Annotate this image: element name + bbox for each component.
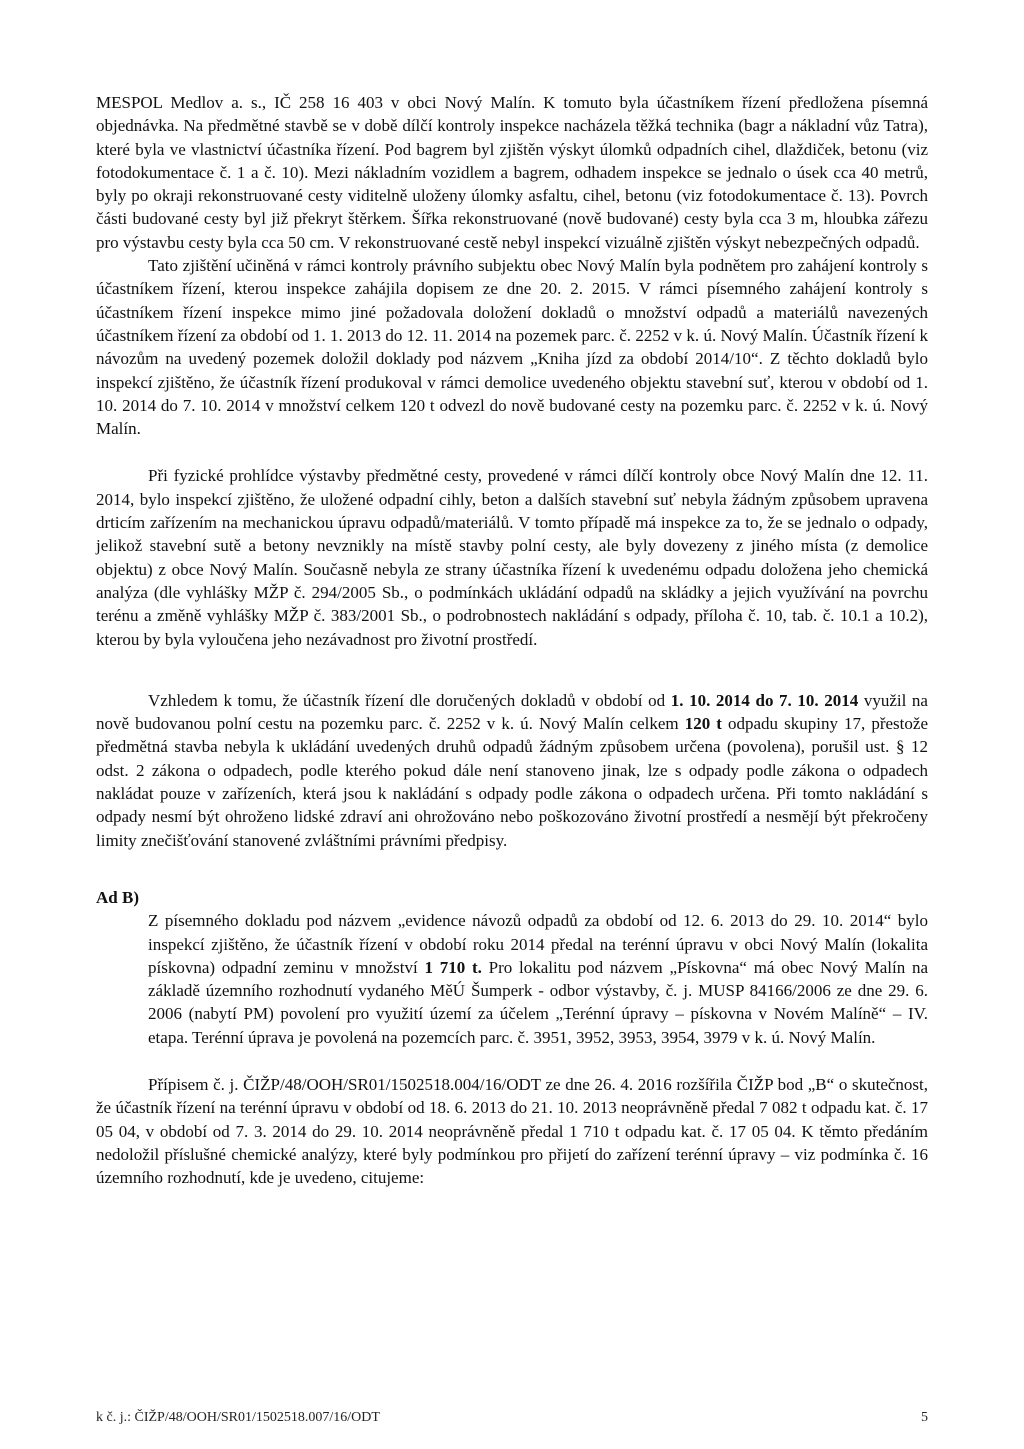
- violation-period: 1. 10. 2014 do 7. 10. 2014: [670, 690, 859, 710]
- paragraph-violation-summary: [96, 689, 928, 852]
- paragraph-soil-evidence: [148, 909, 928, 1049]
- violation-text-2: využil na nově budovanou polní cestu na pozemku parc. č. 2252 v k. ú. Nový Malín celkem: [96, 690, 928, 734]
- soil-text-1: Z písemného dokladu pod názvem „evidence návozů odpadů za období od 12. 6. 2013 do 29. 10. 2014“ bylo inspekcí zjištěno, že účastník řízení v období roku 2014 předal na terénní úpravu v obci Nový Malín (lokalita pískovna) odpadní zeminu v množství: [148, 911, 928, 977]
- violation-amount: 120 t: [684, 714, 722, 734]
- paragraph-letter-extension: Přípisem č. j. ČIŽP/48/OOH/SR01/1502518.004/16/ODT ze dne 26. 4. 2016 rozšířila ČIŽP bod „B“ o skutečnost, že účastník řízení na terénní úpravu v období od 18. 6. 2013 do 21. 10. 2013 neoprávněně předal 7 082 t odpadu kat. č. 17 05 04, v období od 7. 3. 2014 do 29. 10. 2014 neoprávněně předal 1 710 t odpadu kat. č. 17 05 04. K těmto předáním nedoložil příslušné chemické analýzy, které byly podmínkou pro přijetí do zařízení terénní úpravy – viz podmínka č. 16 územního rozhodnutí, kde je uvedeno, citujeme:: [96, 1074, 928, 1188]
- document-body: [96, 91, 928, 1189]
- page-footer: [96, 1407, 928, 1429]
- paragraph-inspection-start: Tato zjištění učiněná v rámci kontroly právního subjektu obec Nový Malín byla podnětem pro zahájení kontroly s účastníkem řízení, kterou inspekce zahájila dopisem ze dne 20. 2. 2015. V rámci písemného zahájení kontroly s účastníkem řízení inspekce mimo jiné požadovala doložení dokladů o množství odpadů a materiálů navezených účastníkem řízení za období od 1. 1. 2013 do 12. 11. 2014 na pozemek parc. č. 2252 v k. ú. Nový Malín. Účastník řízení k návozům na uvedený pozemek doložil doklady pod názvem „Kniha jízd za období 2014/10“. Z těchto dokladů bylo inspekcí zjištěno, že účastník řízení produkoval v rámci demolice uvedeného objektu stavební suť, kterou v období od 1. 10. 2014 do 7. 10. 2014 v množství celkem 120 t odvezl do nově budované cesty na pozemku parc. č. 2252 v k. ú. Nový Malín.: [96, 256, 928, 439]
- violation-text-3: odpadu skupiny 17, přestože předmětná stavba nebyla k ukládání uvedených druhů odpadů žádným způsobem určena (povolena), porušil ust. § 12 odst. 2 zákona o odpadech, podle kterého pokud dále není stanoveno jinak, lze s odpady podle zákona o odpadech nakládat pouze v zařízeních, která jsou k nakládání s odpady podle zákona o odpadech určena. Při tomto nakládání s odpady nesmí být ohroženo lidské zdraví ani ohrožováno nebo poškozováno životní prostředí a nesmějí být překročeny limity znečišťování stanovené zvláštními právními předpisy.: [96, 714, 928, 850]
- page-number: 5: [921, 1410, 928, 1425]
- footer-reference: k č. j.: ČIŽP/48/OOH/SR01/1502518.007/16/ODT: [96, 1410, 380, 1425]
- violation-text-1: Vzhledem k tomu, že účastník řízení dle doručených dokladů v období od: [148, 690, 671, 710]
- section-b-body: [96, 909, 928, 1049]
- paragraph-mespol-findings: MESPOL Medlov a. s., IČ 258 16 403 v obci Nový Malín. K tomuto byla účastníkem řízení předložena písemná objednávka. Na předmětné stavbě se v době dílčí kontroly inspekce nacházela těžká technika (bagr a nákladní vůz Tatra), které byla ve vlastnictví účastníka řízení. Pod bagrem byl zjištěn výskyt úlomků odpadních cihel, dlaždiček, betonu (viz fotodokumentace č. 1 a č. 10). Mezi nákladním vozidlem a bagrem, odhadem inspekce se jednalo o úsek cca 40 metrů, byly po okraji rekonstruované cesty viditelně uloženy úlomky asfaltu, cihel, betonu (viz fotodokumentace č. 13). Povrch části budované cesty byl již překryt štěrkem. Šířka rekonstruované (nově budované) cesty byla cca 3 m, hloubka zářezu pro výstavbu cesty byla cca 50 cm. V rekonstruované cestě nebyl inspekcí vizuálně zjištěn výskyt nebezpečných odpadů.: [96, 93, 928, 252]
- section-heading-ad-b: Ad B): [96, 887, 139, 907]
- paragraph-physical-inspection: Při fyzické prohlídce výstavby předmětné cesty, provedené v rámci dílčí kontroly obce Nový Malín dne 12. 11. 2014, bylo inspekcí zjištěno, že uložené odpadní cihly, beton a dalších stavební suť nebyla žádným způsobem upravena drticím zařízením na mechanickou úpravu odpadů/materiálů. V tomto případě má inspekce za to, že se jednalo o odpady, jelikož stavební sutě a betony nevznikly na místě stavby polní cesty, ale byly dovezeny z jiného místa (z demolice objektu) z obce Nový Malín. Současně nebyla ze strany účastníka řízení k uvedenému odpadu doložena jeho chemická analýza (dle vyhlášky MŽP č. 294/2005 Sb., o podmínkách ukládání odpadů na skládky a jejich využívání na povrchu terénu a změně vyhlášky MŽP č. 383/2001 Sb., o podrobnostech nakládání s odpady, příloha č. 10, tab. č. 10.1 a 10.2), kterou by byla vyloučena jeho nezávadnost pro životní prostředí.: [96, 466, 928, 649]
- soil-amount: 1 710 t.: [424, 957, 482, 977]
- soil-text-2: Pro lokalitu pod názvem „Pískovna“ má obec Nový Malín na základě územního rozhodnutí vydaného MěÚ Šumperk - odbor výstavby, č. j. MUSP 84166/2006 ze dne 29. 6. 2006 (nabytí PM) povolení pro využití území za účelem „Terénní úpravy – pískovna v Novém Malíně“ – IV. etapa. Terénní úprava je povolená na pozemcích parc. č. 3951, 3952, 3953, 3954, 3979 v k. ú. Nový Malín.: [148, 957, 928, 1047]
